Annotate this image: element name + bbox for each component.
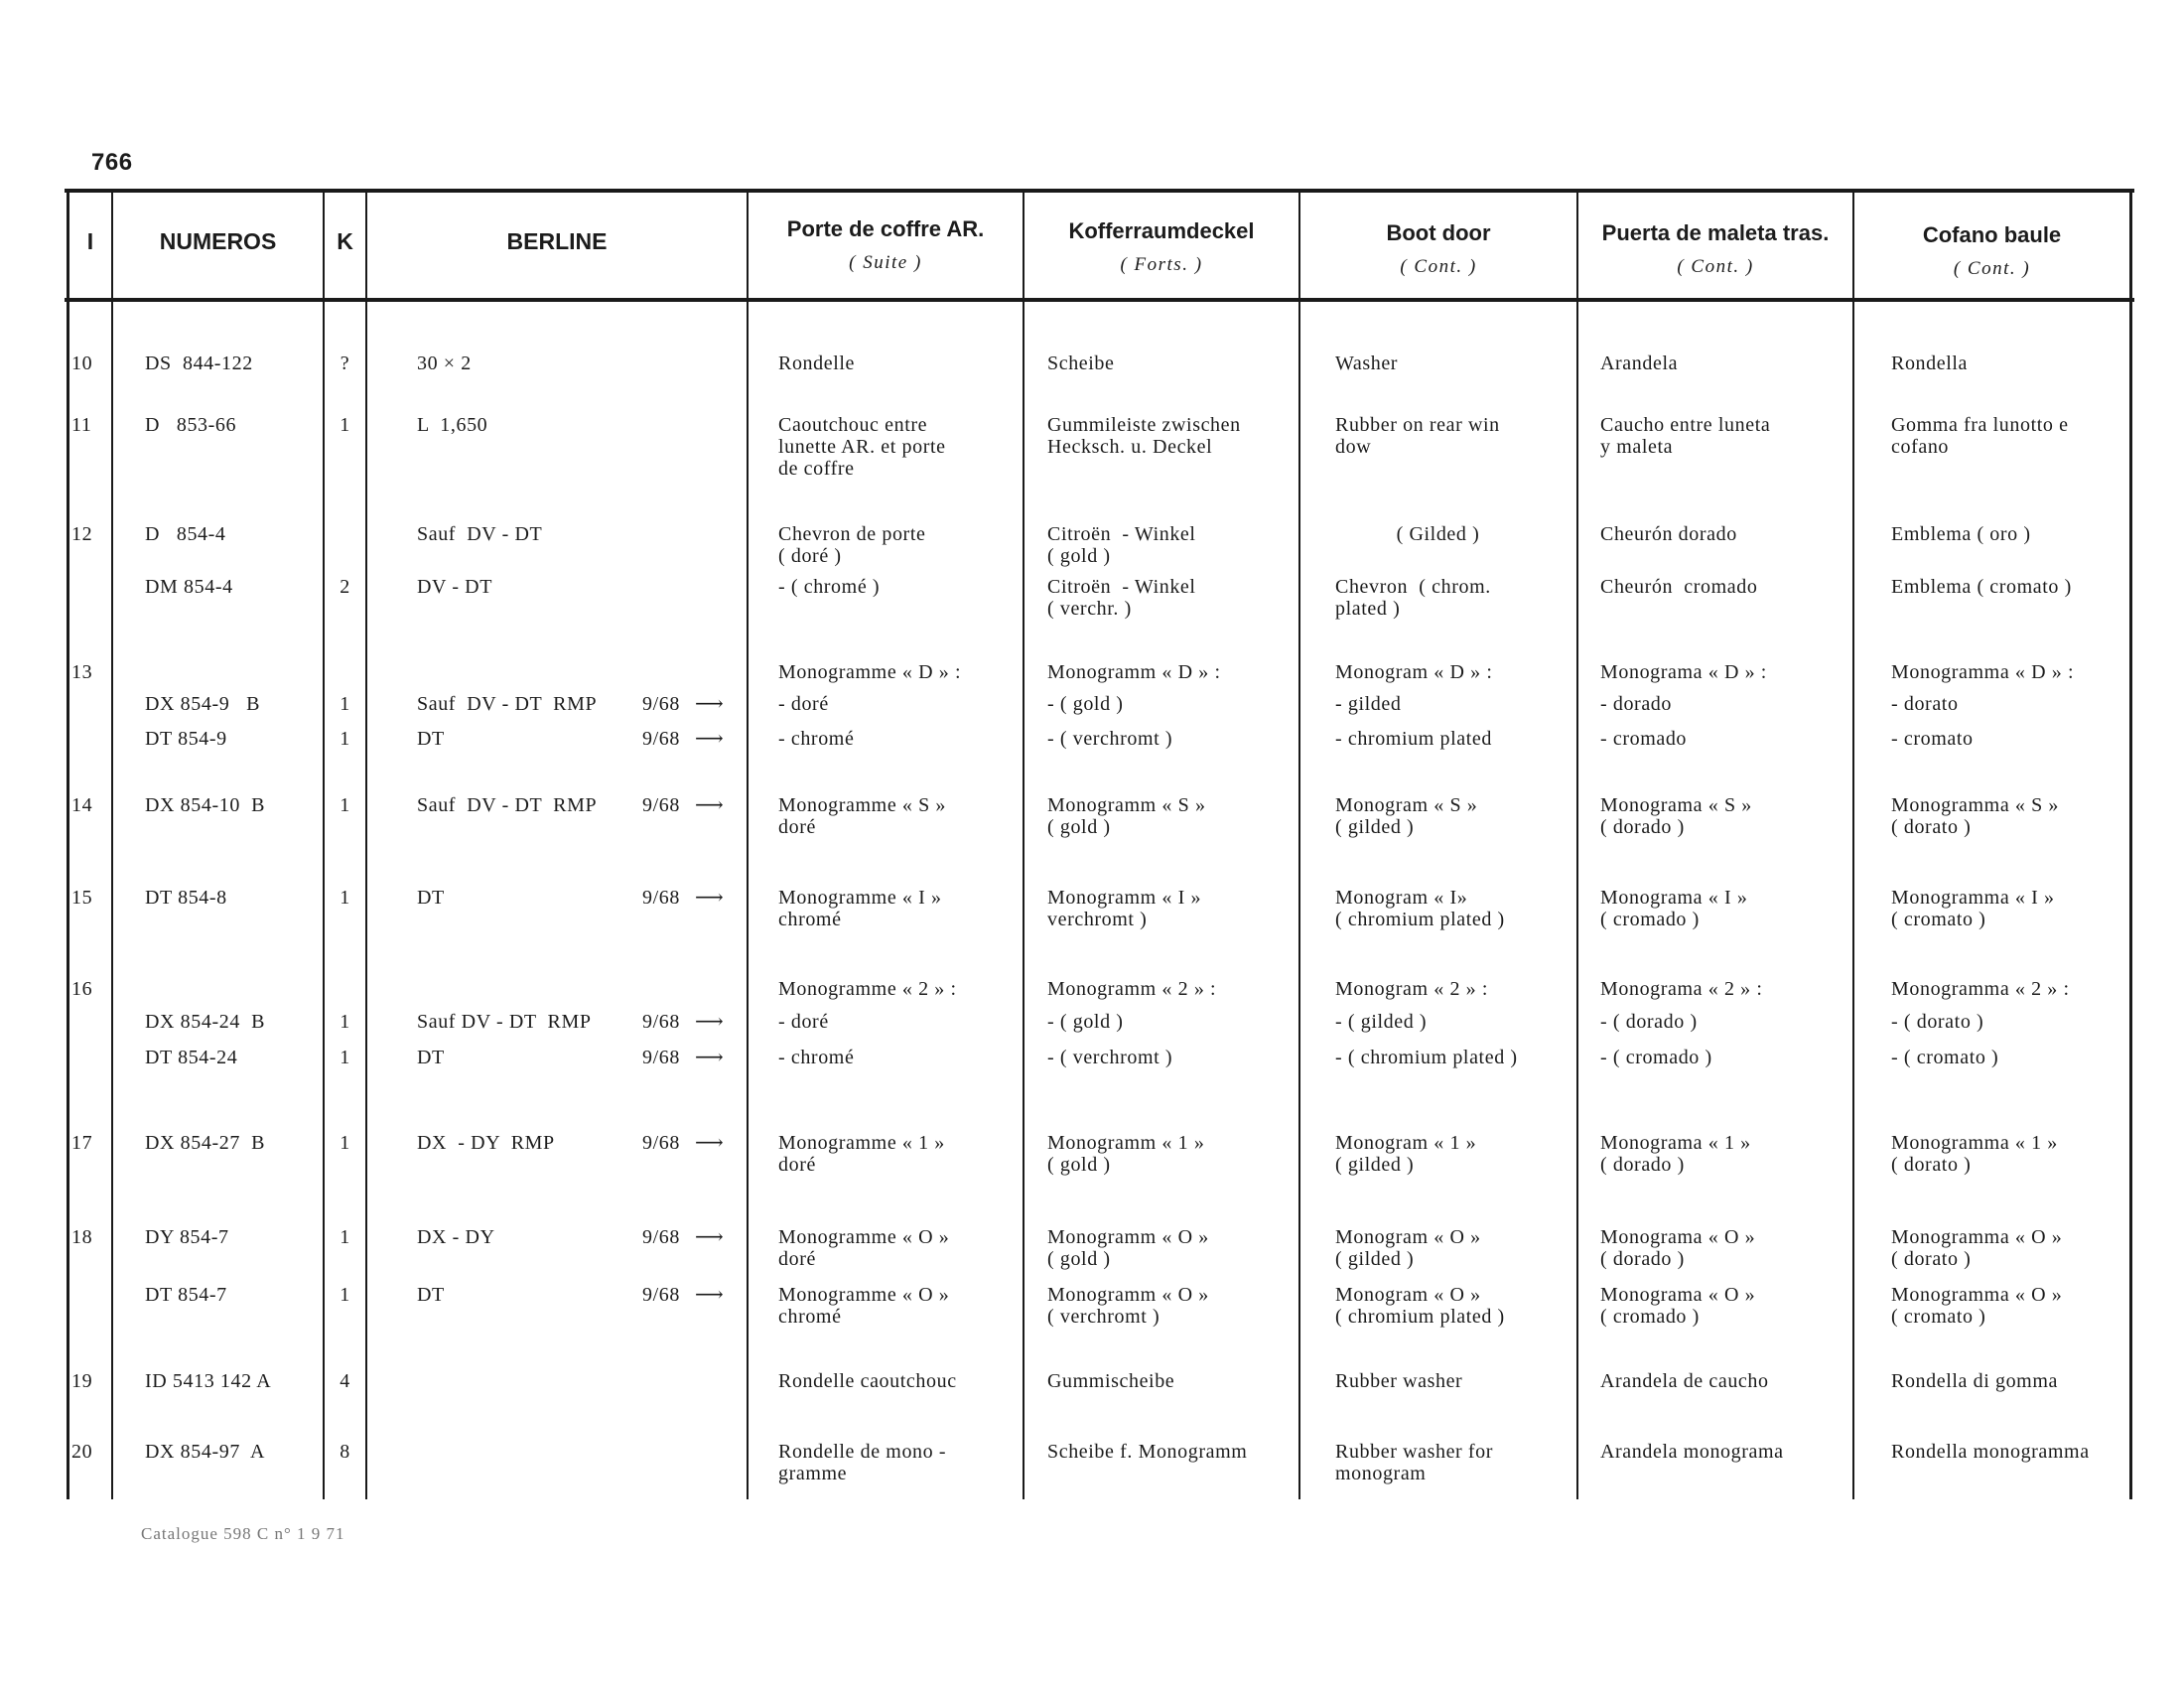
cell-arrow: ⟶ (695, 1132, 724, 1154)
col-divider (67, 189, 69, 1499)
cell-fr: Monogramme « I » chromé (778, 887, 942, 930)
cell-ber: Sauf DV - DT RMP (417, 1011, 592, 1033)
cell-k: 1 (340, 693, 350, 715)
cell-de: Monogramm « D » : (1047, 661, 1221, 683)
cell-de: Monogramm « 1 » ( gold ) (1047, 1132, 1205, 1176)
col-divider (1852, 189, 1854, 1499)
cell-fr: - chromé (778, 1047, 855, 1068)
cell-num: DT 854-9 (145, 728, 227, 750)
header-fr-title: Porte de coffre AR. (786, 216, 985, 241)
cell-num: DX 854-27 B (145, 1132, 266, 1154)
cell-de: Monogramm « 2 » : (1047, 978, 1217, 1000)
cell-fr: - chromé (778, 728, 855, 750)
cell-ber: DX - DY (417, 1226, 495, 1248)
cell-fr: Rondelle caoutchouc (778, 1370, 957, 1392)
cell-arrow: ⟶ (695, 1226, 724, 1248)
col-divider (1298, 189, 1300, 1499)
cell-num: DS 844-122 (145, 352, 253, 374)
cell-num: DM 854-4 (145, 576, 233, 598)
cell-it: Rondella (1891, 352, 1969, 374)
cell-date: 9/68 (642, 1011, 680, 1033)
cell-num: DX 854-97 A (145, 1441, 266, 1463)
cell-es: - cromado (1600, 728, 1688, 750)
header-it-sub: ( Cont. ) (1953, 258, 2031, 279)
cell-es: Arandela (1600, 352, 1679, 374)
cell-es: - ( cromado ) (1600, 1047, 1712, 1068)
header-en-sub: ( Cont. ) (1400, 256, 1477, 277)
cell-date: 9/68 (642, 693, 680, 715)
cell-es: Cheurón cromado (1600, 576, 1758, 598)
cell-en: Monogram « 1 » ( gilded ) (1335, 1132, 1477, 1176)
cell-date: 9/68 (642, 794, 680, 816)
cell-es: Monograma « 2 » : (1600, 978, 1763, 1000)
cell-es: - dorado (1600, 693, 1672, 715)
cell-en: - ( gilded ) (1335, 1011, 1428, 1033)
cell-k: 1 (340, 1047, 350, 1068)
cell-en: - chromium plated (1335, 728, 1492, 750)
cell-es: Monograma « O » ( cromado ) (1600, 1284, 1756, 1328)
cell-ber: DT (417, 1047, 445, 1068)
cell-date: 9/68 (642, 1284, 680, 1306)
cell-k: 1 (340, 414, 350, 436)
cell-fr: Monogramme « 2 » : (778, 978, 957, 1000)
cell-fr: Monogramme « D » : (778, 661, 962, 683)
cell-arrow: ⟶ (695, 693, 724, 715)
cell-k: ? (340, 352, 350, 374)
cell-de: Citroën - Winkel ( gold ) (1047, 523, 1196, 567)
header-it-title: Cofano baule (1922, 222, 2062, 247)
cell-k: 1 (340, 1132, 350, 1154)
cell-arrow: ⟶ (695, 794, 724, 816)
cell-ber: 30 × 2 (417, 352, 472, 374)
cell-k: 1 (340, 887, 350, 909)
cell-ber: DT (417, 887, 445, 909)
header-de-sub: ( Forts. ) (1120, 254, 1203, 275)
cell-idx: 17 (71, 1132, 93, 1154)
cell-de: - ( verchromt ) (1047, 1047, 1173, 1068)
cell-k: 4 (340, 1370, 350, 1392)
cell-es: Monograma « D » : (1600, 661, 1767, 683)
cell-arrow: ⟶ (695, 1011, 724, 1033)
cell-fr: - doré (778, 693, 829, 715)
cell-de: Gummileiste zwischen Hecksch. u. Deckel (1047, 414, 1241, 458)
cell-date: 9/68 (642, 1226, 680, 1248)
cell-it: - cromato (1891, 728, 1974, 750)
cell-fr: Monogramme « 1 » doré (778, 1132, 945, 1176)
cell-it: Emblema ( oro ) (1891, 523, 2031, 545)
col-divider (2129, 189, 2132, 1499)
cell-date: 9/68 (642, 728, 680, 750)
cell-arrow: ⟶ (695, 1284, 724, 1306)
cell-en: - ( chromium plated ) (1335, 1047, 1518, 1068)
cell-it: - ( dorato ) (1891, 1011, 1984, 1033)
cell-es: Monograma « I » ( cromado ) (1600, 887, 1748, 930)
header-index: I (86, 228, 94, 254)
cell-ber: Sauf DV - DT RMP (417, 794, 598, 816)
cell-k: 1 (340, 1226, 350, 1248)
cell-k: 1 (340, 728, 350, 750)
cell-de: Monogramm « I » verchromt ) (1047, 887, 1202, 930)
cell-de: Monogramm « O » ( gold ) (1047, 1226, 1209, 1270)
cell-fr: Rondelle de mono - gramme (778, 1441, 947, 1484)
cell-es: Cheurón dorado (1600, 523, 1737, 545)
cell-num: DX 854-9 B (145, 693, 261, 715)
cell-en: Chevron ( chrom. plated ) (1335, 576, 1491, 620)
cell-ber: DX - DY RMP (417, 1132, 555, 1154)
cell-k: 1 (340, 1284, 350, 1306)
cell-arrow: ⟶ (695, 1047, 724, 1068)
cell-it: Monogramma « I » ( cromato ) (1891, 887, 2055, 930)
cell-num: DX 854-24 B (145, 1011, 266, 1033)
cell-idx: 12 (71, 523, 93, 545)
cell-es: Monograma « O » ( dorado ) (1600, 1226, 1756, 1270)
cell-num: DY 854-7 (145, 1226, 229, 1248)
cell-k: 8 (340, 1441, 350, 1463)
footer-catalogue-ref: Catalogue 598 C n° 1 9 71 (141, 1524, 345, 1543)
cell-num: DX 854-10 B (145, 794, 266, 816)
cell-de: Citroën - Winkel ( verchr. ) (1047, 576, 1196, 620)
cell-idx: 10 (71, 352, 93, 374)
cell-date: 9/68 (642, 887, 680, 909)
cell-it: Monogramma « S » ( dorato ) (1891, 794, 2060, 838)
cell-it: Gomma fra lunotto e cofano (1891, 414, 2069, 458)
cell-en: ( Gilded ) (1335, 523, 1480, 545)
cell-it: Rondella di gomma (1891, 1370, 2058, 1392)
cell-de: - ( gold ) (1047, 693, 1124, 715)
cell-num: DT 854-24 (145, 1047, 238, 1068)
cell-en: - gilded (1335, 693, 1402, 715)
cell-it: Rondella monogramma (1891, 1441, 2090, 1463)
cell-idx: 14 (71, 794, 93, 816)
cell-fr: - ( chromé ) (778, 576, 881, 598)
col-divider (747, 189, 749, 1499)
cell-es: Caucho entre luneta y maleta (1600, 414, 1771, 458)
cell-fr: Monogramme « O » doré (778, 1226, 950, 1270)
col-divider (323, 189, 325, 1499)
cell-es: Arandela monograma (1600, 1441, 1784, 1463)
cell-idx: 19 (71, 1370, 93, 1392)
cell-es: Monograma « S » ( dorado ) (1600, 794, 1752, 838)
cell-ber: Sauf DV - DT RMP (417, 693, 598, 715)
header-fr-sub: ( Suite ) (849, 252, 922, 273)
cell-fr: - doré (778, 1011, 829, 1033)
cell-it: - ( cromato ) (1891, 1047, 1999, 1068)
cell-idx: 16 (71, 978, 93, 1000)
cell-num: D 853-66 (145, 414, 237, 436)
cell-idx: 20 (71, 1441, 93, 1463)
cell-it: Monogramma « 2 » : (1891, 978, 2070, 1000)
cell-es: - ( dorado ) (1600, 1011, 1698, 1033)
cell-en: Rubber on rear win dow (1335, 414, 1500, 458)
cell-fr: Monogramme « S » doré (778, 794, 947, 838)
cell-fr: Caoutchouc entre lunette AR. et porte de coffre (778, 414, 946, 480)
cell-es: Monograma « 1 » ( dorado ) (1600, 1132, 1751, 1176)
cell-num: ID 5413 142 A (145, 1370, 272, 1392)
header-de-title: Kofferraumdeckel (1068, 218, 1255, 243)
cell-en: Washer (1335, 352, 1399, 374)
cell-it: Monogramma « 1 » ( dorato ) (1891, 1132, 2058, 1176)
cell-it: Monogramma « O » ( dorato ) (1891, 1226, 2063, 1270)
cell-num: DT 854-7 (145, 1284, 227, 1306)
col-divider (1023, 189, 1024, 1499)
cell-en: Monogram « 2 » : (1335, 978, 1489, 1000)
col-divider (365, 189, 367, 1499)
cell-en: Monogram « O » ( chromium plated ) (1335, 1284, 1505, 1328)
cell-it: Monogramma « D » : (1891, 661, 2075, 683)
cell-de: Scheibe f. Monogramm (1047, 1441, 1248, 1463)
cell-arrow: ⟶ (695, 887, 724, 909)
cell-arrow: ⟶ (695, 728, 724, 750)
header-es-sub: ( Cont. ) (1677, 256, 1754, 277)
cell-en: Monogram « D » : (1335, 661, 1493, 683)
cell-de: - ( gold ) (1047, 1011, 1124, 1033)
cell-idx: 15 (71, 887, 93, 909)
cell-de: Gummischeibe (1047, 1370, 1175, 1392)
cell-fr: Chevron de porte ( doré ) (778, 523, 926, 567)
cell-ber: DV - DT (417, 576, 493, 598)
cell-fr: Monogramme « O » chromé (778, 1284, 950, 1328)
page-number: 766 (91, 149, 133, 176)
cell-en: Rubber washer (1335, 1370, 1463, 1392)
table-top-rule (65, 189, 2134, 193)
cell-fr: Rondelle (778, 352, 856, 374)
cell-num: D 854-4 (145, 523, 226, 545)
header-es-title: Puerta de maleta tras. (1601, 220, 1830, 245)
cell-it: Emblema ( cromato ) (1891, 576, 2072, 598)
cell-de: Scheibe (1047, 352, 1115, 374)
cell-idx: 18 (71, 1226, 93, 1248)
cell-ber: DT (417, 1284, 445, 1306)
cell-it: Monogramma « O » ( cromato ) (1891, 1284, 2063, 1328)
cell-date: 9/68 (642, 1132, 680, 1154)
cell-en: Monogram « S » ( gilded ) (1335, 794, 1478, 838)
cell-en: Monogram « I» ( chromium plated ) (1335, 887, 1505, 930)
cell-k: 2 (340, 576, 350, 598)
cell-ber: DT (417, 728, 445, 750)
cell-es: Arandela de caucho (1600, 1370, 1769, 1392)
col-divider (1576, 189, 1578, 1499)
cell-idx: 11 (71, 414, 92, 436)
cell-de: - ( verchromt ) (1047, 728, 1173, 750)
cell-en: Rubber washer for monogram (1335, 1441, 1494, 1484)
header-numeros: NUMEROS (159, 228, 277, 254)
cell-it: - dorato (1891, 693, 1959, 715)
cell-idx: 13 (71, 661, 93, 683)
header-en-title: Boot door (1386, 220, 1491, 245)
cell-en: Monogram « O » ( gilded ) (1335, 1226, 1481, 1270)
cell-ber: Sauf DV - DT (417, 523, 543, 545)
cell-de: Monogramm « O » ( verchromt ) (1047, 1284, 1209, 1328)
cell-k: 1 (340, 1011, 350, 1033)
cell-ber: L 1,650 (417, 414, 488, 436)
cell-de: Monogramm « S » ( gold ) (1047, 794, 1206, 838)
col-divider (111, 189, 113, 1499)
header-berline: BERLINE (506, 228, 608, 254)
cell-num: DT 854-8 (145, 887, 227, 909)
header-k: K (337, 228, 353, 254)
cell-k: 1 (340, 794, 350, 816)
cell-date: 9/68 (642, 1047, 680, 1068)
header-bottom-rule (65, 298, 2134, 302)
